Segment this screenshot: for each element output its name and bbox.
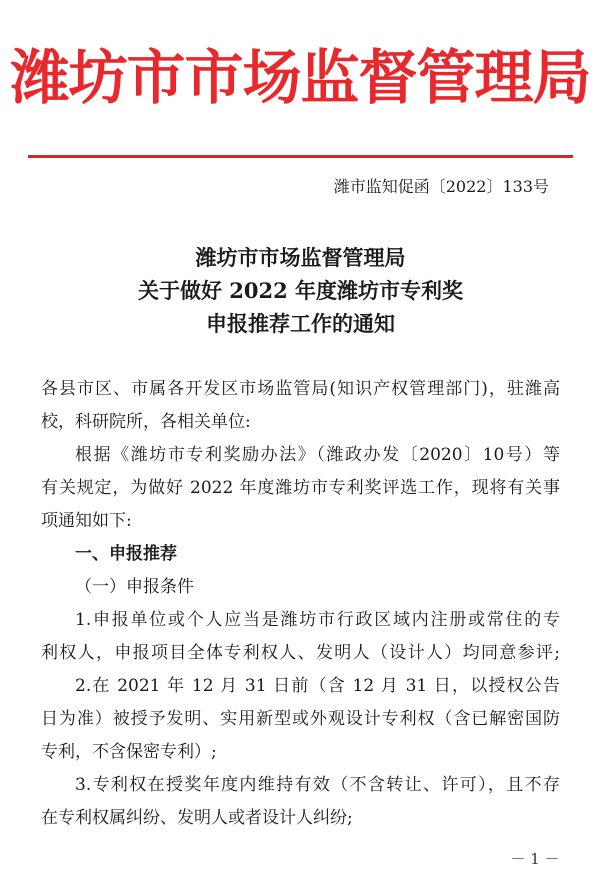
item-3-line-2: 在专利权属纠纷、发明人或者设计人纠纷; — [41, 808, 353, 828]
red-divider — [28, 155, 573, 158]
title-line-2: 关于做好 2022 年度潍坊市专利奖 — [137, 278, 464, 303]
item-1-line-1: 1.申报单位或个人应当是潍坊市行政区域内注册或常住的专 — [75, 610, 560, 630]
addressee-line-1: 各县市区、市属各开发区市场监管局(知识产权管理部门)，驻潍高 — [41, 379, 560, 399]
subsection-heading-1: （一）申报条件 — [75, 577, 194, 597]
title-line-3: 申报推荐工作的通知 — [206, 311, 395, 336]
item-2-line-2: 日为准）被授予发明、实用新型或外观设计专利权（含已解密国防 — [41, 709, 560, 729]
paragraph-1-line-3: 项通知如下: — [41, 511, 132, 531]
document-number: 潍市监知促函〔2022〕133号 — [333, 177, 549, 196]
item-2-line-3: 专利，不含保密专利）; — [41, 742, 217, 762]
document-body — [41, 373, 560, 835]
item-3-line-1: 3.专利权在授奖年度内维持有效（不含转让、许可），且不存 — [75, 775, 560, 795]
notice-title — [0, 241, 601, 340]
title-line-1: 潍坊市市场监督管理局 — [195, 245, 406, 270]
issuing-authority-header: 潍坊市市场监督管理局 — [10, 43, 591, 112]
item-2-line-1: 2.在 2021 年 12 月 31 日前（含 12 月 31 日，以授权公告 — [75, 676, 560, 696]
page-number: － 1 － — [510, 850, 560, 868]
paragraph-1-line-1: 根据《潍坊市专利奖励办法》（潍政办发〔2020〕10号）等 — [75, 445, 560, 465]
addressee-line-2: 校，科研院所，各相关单位: — [41, 412, 251, 432]
item-1-line-2: 利权人，申报项目全体专利权人、发明人（设计人）均同意参评; — [41, 643, 560, 663]
section-heading-1: 一、申报推荐 — [75, 544, 177, 564]
paragraph-1-line-2: 有关规定，为做好 2022 年度潍坊市专利奖评选工作，现将有关事 — [41, 478, 560, 498]
